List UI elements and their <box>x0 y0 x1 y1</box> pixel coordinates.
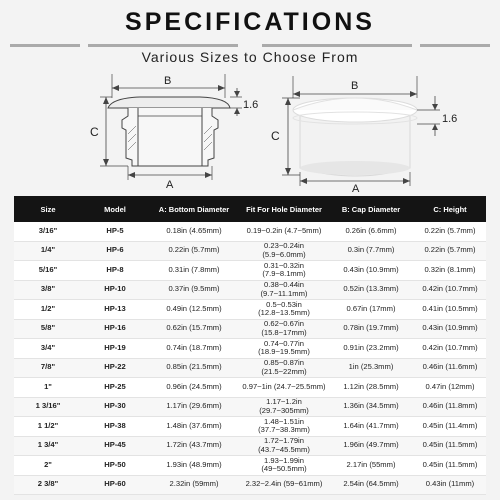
cell-cap-diameter: 0.91in (23.2mm) <box>328 339 414 359</box>
cell-cap-diameter: 1in (25.3mm) <box>328 358 414 378</box>
cell-cap-diameter: 2.17in (55mm) <box>328 456 414 476</box>
table-row <box>14 475 486 495</box>
cell-model: HP-10 <box>82 280 148 300</box>
table-row <box>14 222 486 241</box>
cell-hole-diameter: 2.32~2.4in (59~61mm) <box>240 475 328 495</box>
cell-bottom-diameter: 0.96in (24.5mm) <box>148 378 240 398</box>
cell-cap-diameter: 0.43in (10.9mm) <box>328 261 414 281</box>
cell-bottom-diameter: 1.93in (48.9mm) <box>148 456 240 476</box>
cell-hole-diameter: 0.23~0.24in (5.9~6.0mm) <box>240 241 328 261</box>
cell-height: 0.45in (11.5mm) <box>414 456 486 476</box>
cell-hole-diameter: 1.17~1.2in (29.7~305mm) <box>240 397 328 417</box>
cell-bottom-diameter: 0.74in (18.7mm) <box>148 339 240 359</box>
column-header: B: Cap Diameter <box>328 196 414 222</box>
cell-hole-diameter: 0.31~0.32in (7.9~8.1mm) <box>240 261 328 281</box>
table-row <box>14 261 486 281</box>
cell-height: 0.42in (10.7mm) <box>414 339 486 359</box>
cell-model: HP-13 <box>82 300 148 320</box>
column-header: Size <box>14 196 82 222</box>
cell-hole-diameter: 0.97~1in (24.7~25.5mm) <box>240 378 328 398</box>
cell-hole-diameter: 0.5~0.53in (12.8~13.5mm) <box>240 300 328 320</box>
cell-size: 1/4" <box>14 241 82 261</box>
cell-height: 0.41in (10.5mm) <box>414 300 486 320</box>
cell-height: 0.43in (11mm) <box>414 475 486 495</box>
cell-height: 0.47in (12mm) <box>414 378 486 398</box>
cell-bottom-diameter: 0.49in (12.5mm) <box>148 300 240 320</box>
cell-size: 1" <box>14 378 82 398</box>
table-body <box>14 222 486 495</box>
label-a-right: A <box>352 183 360 193</box>
cell-model: HP-6 <box>82 241 148 261</box>
cell-model: HP-30 <box>82 397 148 417</box>
cell-bottom-diameter: 2.32in (59mm) <box>148 475 240 495</box>
cell-size: 3/16" <box>14 222 82 241</box>
cross-section-drawing <box>100 74 242 180</box>
cell-height: 0.42in (10.7mm) <box>414 280 486 300</box>
table-row <box>14 339 486 359</box>
label-c-left: C <box>90 125 99 139</box>
table-row <box>14 241 486 261</box>
cell-size: 5/16" <box>14 261 82 281</box>
cell-cap-diameter: 0.67in (17mm) <box>328 300 414 320</box>
cell-size: 1/2" <box>14 300 82 320</box>
table-row <box>14 300 486 320</box>
cell-hole-diameter: 0.62~0.67in (15.8~17mm) <box>240 319 328 339</box>
cell-height: 0.32in (8.1mm) <box>414 261 486 281</box>
label-c-right: C <box>271 129 280 143</box>
label-a-left: A <box>166 179 174 191</box>
cell-bottom-diameter: 0.22in (5.7mm) <box>148 241 240 261</box>
dimension-diagrams <box>0 68 500 193</box>
cell-height: 0.22in (5.7mm) <box>414 222 486 241</box>
cell-hole-diameter: 1.93~1.99in (49~50.5mm) <box>240 456 328 476</box>
cell-bottom-diameter: 1.72in (43.7mm) <box>148 436 240 456</box>
label-height-right: 1.6 <box>442 113 458 125</box>
cell-model: HP-50 <box>82 456 148 476</box>
cell-model: HP-8 <box>82 261 148 281</box>
cell-size: 3/4" <box>14 339 82 359</box>
cell-bottom-diameter: 1.17in (29.6mm) <box>148 397 240 417</box>
cell-size: 1 1/2" <box>14 417 82 437</box>
cell-cap-diameter: 2.54in (64.5mm) <box>328 475 414 495</box>
column-header: A: Bottom Diameter <box>148 196 240 222</box>
cell-model: HP-38 <box>82 417 148 437</box>
cell-hole-diameter: 0.85~0.87in (21.5~22mm) <box>240 358 328 378</box>
cell-cap-diameter: 0.26in (6.6mm) <box>328 222 414 241</box>
cell-size: 7/8" <box>14 358 82 378</box>
cell-model: HP-16 <box>82 319 148 339</box>
cell-model: HP-5 <box>82 222 148 241</box>
table-row <box>14 378 486 398</box>
cell-height: 0.43in (10.9mm) <box>414 319 486 339</box>
cell-size: 1 3/16" <box>14 397 82 417</box>
cell-size: 3/8" <box>14 280 82 300</box>
cell-hole-diameter: 0.19~0.2in (4.7~5mm) <box>240 222 328 241</box>
cell-height: 0.46in (11.6mm) <box>414 358 486 378</box>
page-title: SPECIFICATIONS <box>125 8 375 36</box>
cell-hole-diameter: 1.48~1.51in (37.7~38.3mm) <box>240 417 328 437</box>
title-underline-bars <box>0 44 500 47</box>
cell-height: 0.46in (11.8mm) <box>414 397 486 417</box>
cell-hole-diameter: 0.38~0.44in (9.7~11.1mm) <box>240 280 328 300</box>
table-row <box>14 319 486 339</box>
cell-hole-diameter: 1.72~1.79in (43.7~45.5mm) <box>240 436 328 456</box>
spec-table <box>14 196 486 495</box>
table-row <box>14 417 486 437</box>
cell-height: 0.45in (11.4mm) <box>414 417 486 437</box>
cell-model: HP-60 <box>82 475 148 495</box>
cell-model: HP-22 <box>82 358 148 378</box>
column-header: Model <box>82 196 148 222</box>
cell-size: 2" <box>14 456 82 476</box>
table-row <box>14 358 486 378</box>
cell-bottom-diameter: 0.62in (15.7mm) <box>148 319 240 339</box>
cell-cap-diameter: 0.52in (13.3mm) <box>328 280 414 300</box>
label-b-right: B <box>351 80 359 92</box>
spec-table-container <box>14 196 486 495</box>
cell-cap-diameter: 1.12in (28.5mm) <box>328 378 414 398</box>
cell-height: 0.22in (5.7mm) <box>414 241 486 261</box>
label-height-left: 1.6 <box>243 99 259 111</box>
cell-model: HP-19 <box>82 339 148 359</box>
table-row <box>14 280 486 300</box>
column-header: C: Height <box>414 196 486 222</box>
cell-bottom-diameter: 1.48in (37.6mm) <box>148 417 240 437</box>
cell-height: 0.45in (11.5mm) <box>414 436 486 456</box>
cell-bottom-diameter: 0.37in (9.5mm) <box>148 280 240 300</box>
cell-bottom-diameter: 0.31in (7.8mm) <box>148 261 240 281</box>
cell-model: HP-25 <box>82 378 148 398</box>
cell-model: HP-45 <box>82 436 148 456</box>
cell-hole-diameter: 0.74~0.77in (18.9~19.5mm) <box>240 339 328 359</box>
cap-3d-render <box>293 98 417 176</box>
table-header-row <box>14 196 486 222</box>
cell-bottom-diameter: 0.85in (21.5mm) <box>148 358 240 378</box>
table-row <box>14 397 486 417</box>
cell-cap-diameter: 0.3in (7.7mm) <box>328 241 414 261</box>
table-row <box>14 436 486 456</box>
page-subtitle: Various Sizes to Choose From <box>141 49 359 65</box>
cell-size: 2 3/8" <box>14 475 82 495</box>
table-row <box>14 456 486 476</box>
cell-size: 1 3/4" <box>14 436 82 456</box>
cell-bottom-diameter: 0.18in (4.65mm) <box>148 222 240 241</box>
label-b-left: B <box>164 75 172 87</box>
cell-cap-diameter: 1.64in (41.7mm) <box>328 417 414 437</box>
cell-cap-diameter: 1.96in (49.7mm) <box>328 436 414 456</box>
column-header: Fit For Hole Diameter <box>240 196 328 222</box>
cell-size: 5/8" <box>14 319 82 339</box>
cell-cap-diameter: 1.36in (34.5mm) <box>328 397 414 417</box>
cell-cap-diameter: 0.78in (19.7mm) <box>328 319 414 339</box>
